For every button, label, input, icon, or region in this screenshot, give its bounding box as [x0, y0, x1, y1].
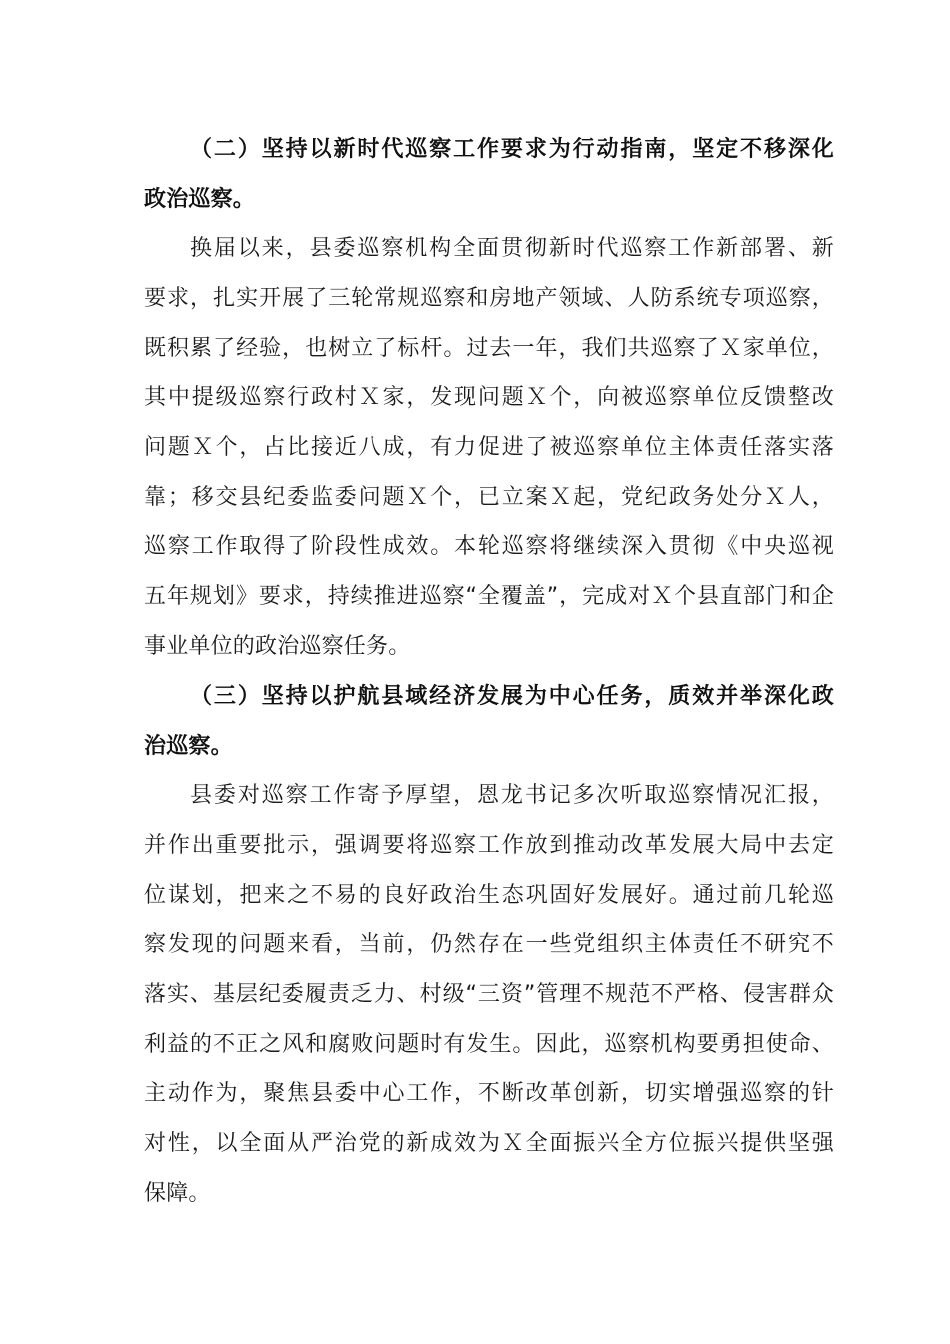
section3-heading-line-1: （三）坚持以护航县域经济发展为中心任务，质效并举深化政 [190, 684, 834, 709]
section3-heading-line-2: 治巡察。 [144, 734, 233, 759]
section2-paragraph-line-1: 换届以来，县委巡察机构全面贯彻新时代巡察工作新部署、新 [190, 236, 834, 261]
section2-paragraph-line-3: 既积累了经验，也树立了标杆。过去一年，我们共巡察了Ｘ家单位， [144, 336, 834, 361]
section2-paragraph-line-4: 其中提级巡察行政村Ｘ家，发现问题Ｘ个，向被巡察单位反馈整改 [144, 385, 834, 410]
section2-paragraph-line-7: 巡察工作取得了阶段性成效。本轮巡察将继续深入贯彻《中央巡视 [144, 534, 834, 559]
section3-paragraph-line-2: 并作出重要批示，强调要将巡察工作放到推动改革发展大局中去定 [144, 833, 834, 858]
section3-paragraph-line-3: 位谋划，把来之不易的良好政治生态巩固好发展好。通过前几轮巡 [144, 883, 834, 908]
section3-paragraph-line-6: 利益的不正之风和腐败问题时有发生。因此，巡察机构要勇担使命、 [144, 1032, 834, 1057]
section2-paragraph-line-2: 要求，扎实开展了三轮常规巡察和房地产领域、人防系统专项巡察， [144, 286, 834, 311]
section2-heading-line-2: 政治巡察。 [144, 187, 256, 212]
section3-paragraph-line-9: 保障。 [144, 1181, 211, 1206]
section2-paragraph-line-9: 事业单位的政治巡察任务。 [144, 634, 411, 659]
section3-paragraph-line-7: 主动作为，聚焦县委中心工作，不断改革创新，切实增强巡察的针 [144, 1081, 834, 1106]
section3-paragraph-line-8: 对性，以全面从严治党的新成效为Ｘ全面振兴全方位振兴提供坚强 [144, 1131, 834, 1156]
section3-paragraph-line-1: 县委对巡察工作寄予厚望，恩龙书记多次听取巡察情况汇报， [190, 783, 834, 808]
section2-paragraph-line-8: 五年规划》要求，持续推进巡察“全覆盖”，完成对Ｘ个县直部门和企 [144, 584, 834, 609]
section3-paragraph-line-4: 察发现的问题来看，当前，仍然存在一些党组织主体责任不研究不 [144, 932, 834, 957]
section2-heading-line-1: （二）坚持以新时代巡察工作要求为行动指南，坚定不移深化 [190, 137, 834, 162]
section3-paragraph-line-5: 落实、基层纪委履责乏力、村级“三资”管理不规范不严格、侵害群众 [144, 982, 834, 1007]
section2-paragraph-line-6: 靠；移交县纪委监委问题Ｘ个，已立案Ｘ起，党纪政务处分Ｘ人， [144, 485, 834, 510]
section2-paragraph-line-5: 问题Ｘ个，占比接近八成，有力促进了被巡察单位主体责任落实落 [144, 435, 834, 460]
